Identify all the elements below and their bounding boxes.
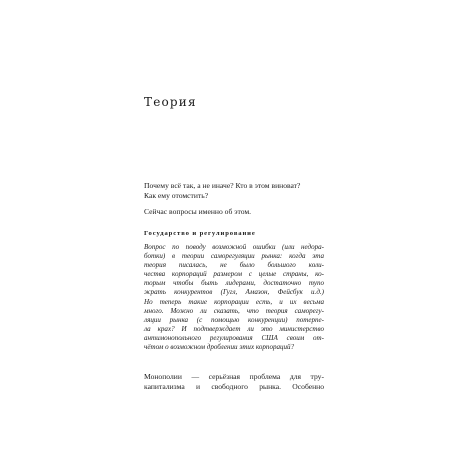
quote-line: жрать конкурентов (Гугл, Амазон, Фейсбук и.д.) bbox=[144, 288, 324, 297]
quote-line: Вопрос по поводу возможной ошибки (или недора- bbox=[144, 243, 324, 251]
quote-line: теория писалась, не было большого коли- bbox=[144, 261, 324, 270]
intro-paragraph bbox=[144, 181, 324, 201]
intro-line: Почему всё так, а не иначе? Кто в этом виноват? bbox=[144, 181, 301, 190]
quote-line: много. Можно ли сказать, что теория саморегу- bbox=[144, 306, 324, 315]
closing-paragraph bbox=[144, 372, 324, 392]
reader-question-quote bbox=[144, 243, 324, 352]
quote-line: ботки) в теории саморегуляции рынка: когда эта bbox=[144, 252, 324, 261]
intro-line: Как ему отомстить? bbox=[144, 190, 209, 200]
quote-line: ляции рынка (с помощью конкуренции) потерпе- bbox=[144, 315, 324, 324]
quote-line: антимонопольного регулирования США своим от- bbox=[144, 333, 324, 342]
closing-line: капитализма и свободного рынка. Особенно bbox=[144, 381, 324, 391]
section-heading: Государство и регулирование bbox=[144, 230, 256, 237]
quote-line: чества корпораций размером с целые страны, ко- bbox=[144, 270, 324, 279]
answer-paragraph bbox=[144, 207, 324, 217]
quote-line: Но теперь такие корпорации есть, и их весьма bbox=[144, 297, 324, 306]
chapter-title: Теория bbox=[144, 95, 197, 109]
quote-line: ла крах? И подтверждает ли это министерство bbox=[144, 324, 324, 333]
quote-line: чётом о возможном дроблении этих корпораций? bbox=[144, 343, 295, 352]
answer-line: Сейчас вопросы именно об этом. bbox=[144, 207, 252, 216]
closing-line: Монополии — серьёзная проблема для тру- bbox=[144, 372, 324, 381]
quote-line: торым чтобы быть лидерами, достаточно тупо bbox=[144, 279, 324, 288]
